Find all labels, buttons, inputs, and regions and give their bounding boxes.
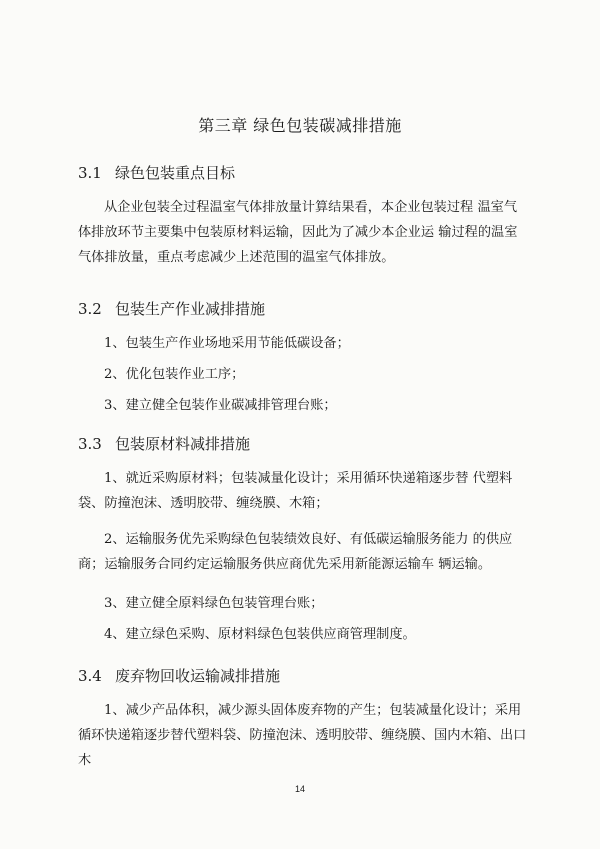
section-heading-3-2 <box>78 298 265 319</box>
list-item: 2、运输服务优先采购绿色包装绩效良好、有低碳运输服务能力 的供应商；运输服务合同约定运输服务供应商优先采用新能源运输车 辆运输。 <box>78 532 513 572</box>
page-number: 14 <box>294 784 305 794</box>
chapter-title: 第三章 绿色包装碳减排措施 <box>198 116 402 135</box>
list-item: 1、减少产品体积，减少源头固体废弃物的产生；包装减量化设计；采用循环快递箱逐步替代塑料袋、防撞泡沫、透明胶带、缠绕膜、国内木箱、出口木 <box>78 703 527 768</box>
section-title: 绿色包装重点目标 <box>115 164 236 182</box>
section-number: 3.4 <box>78 667 102 685</box>
list-item: 2、优化包装作业工序； <box>104 367 245 382</box>
list-item: 1、包装生产作业场地采用节能低碳设备； <box>104 336 350 351</box>
section-title: 包装原材料减排措施 <box>115 435 251 453</box>
section-number: 3.3 <box>78 435 102 453</box>
list-item: 3、建立健全包装作业碳减排管理台账； <box>104 398 337 413</box>
section-heading-3-4 <box>78 665 280 686</box>
section-number: 3.2 <box>78 300 102 318</box>
list-item: 3、建立健全原料绿色包装管理台账； <box>104 596 324 611</box>
section-heading-3-3 <box>78 433 250 454</box>
section-title: 包装生产作业减排措施 <box>115 300 266 318</box>
section-title: 废弃物回收运输减排措施 <box>115 667 281 685</box>
section-3-1-paragraph: 从企业包装全过程温室气体排放量计算结果看，本企业包装过程 温室气体排放环节主要集中包装原材料运输，因此为了减少本企业运 输过程的温室气体排放量，重点考虑减少上述范围的温室气体排放。 <box>78 200 518 265</box>
section-heading-3-1 <box>78 162 235 183</box>
section-number: 3.1 <box>78 164 102 182</box>
list-item: 4、建立绿色采购、原材料绿色包装供应商管理制度。 <box>104 627 416 642</box>
list-item: 1、就近采购原材料；包装减量化设计；采用循环快递箱逐步替 代塑料袋、防撞泡沫、透明胶带、缠绕膜、木箱； <box>78 471 513 511</box>
